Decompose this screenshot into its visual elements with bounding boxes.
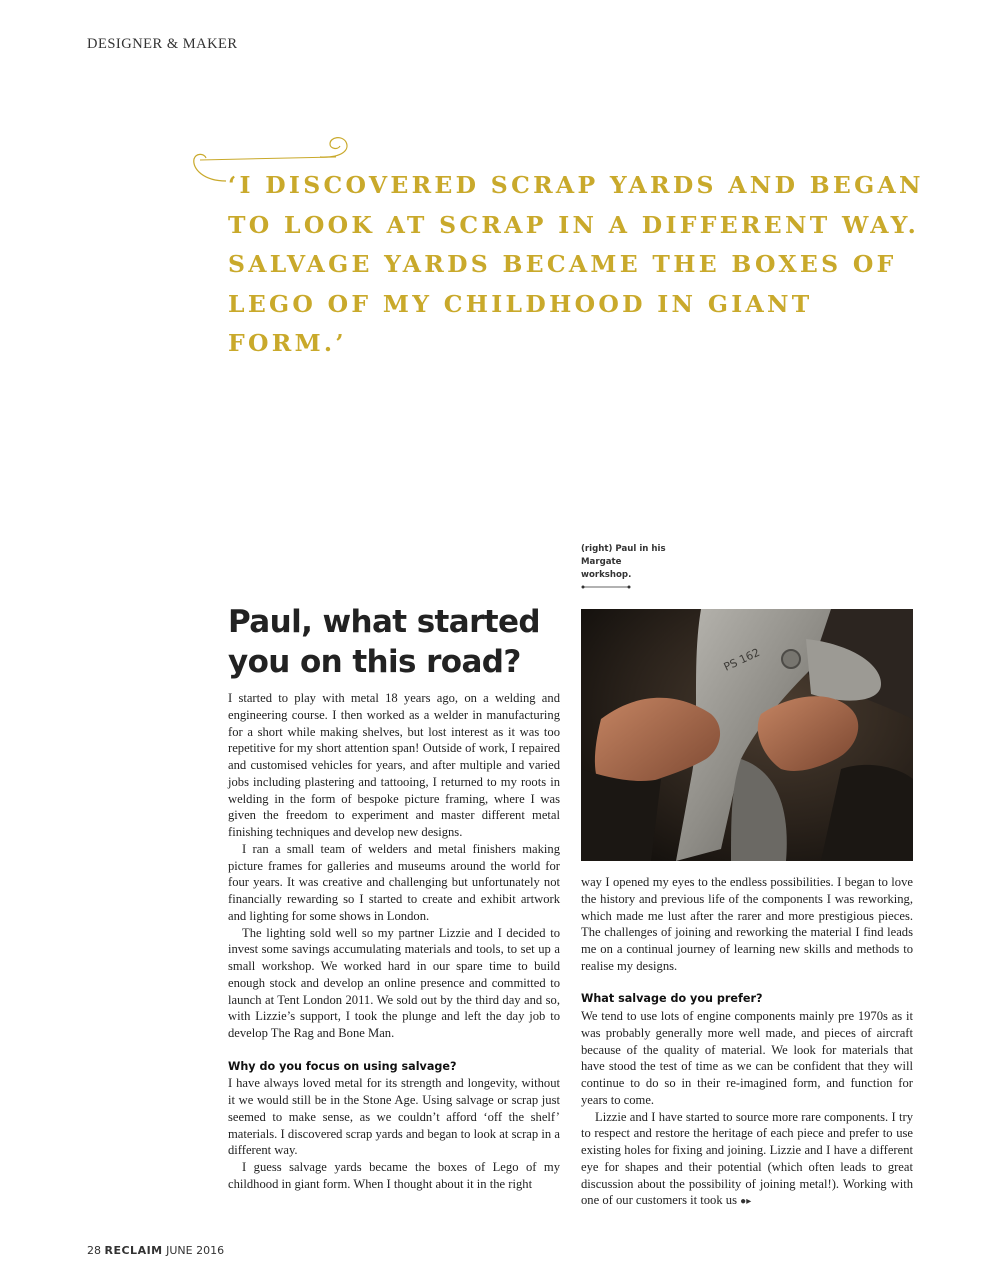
article-heading: Paul, what started you on this road? <box>228 604 541 680</box>
body-text: Lizzie and I have started to source more rare components. I try to respect and restore the heritage of each piece and prefer to use existing holes for fixing and joining. Lizzie and I have a different eye for shapes and their potential (which often leads to great discussion about the possibility of joining metal!). Working with one of our customers it took us <box>581 1109 913 1208</box>
body-paragraph: We tend to use lots of engine components mainly pre 1970s as it was probably generally more well made, and pieces of aircraft because of the quality of material. We look for materials that have stood the test of time as we can be confident that they will continue to do so in their re-imagined form, and function for years to come. <box>581 1009 913 1107</box>
body-paragraph <box>581 1109 913 1212</box>
body-paragraph: I started to play with metal 18 years ago, on a welding and engineering course. I then worked as a welder in manufacturing for a short while making shelves, but lost interest as it was too repetitive for my short attention span! Outside of work, I repaired and customised vehicles for years, and after multiple and varied jobs including plastering and tattooing, I returned to my roots in welding in the form of bespoke picture framing, where I was given the freedom to experiment and master different metal finishing techniques and develop new designs. <box>228 691 560 839</box>
photo-caption: (right) Paul in his Margate workshop. <box>581 544 666 580</box>
magazine-name: RECLAIM <box>104 1244 163 1257</box>
right-column <box>581 874 913 1211</box>
page-footer <box>87 1244 224 1257</box>
continue-arrow-icon: ●▸ <box>740 1196 752 1208</box>
body-paragraph: The lighting sold well so my partner Lizzie and I decided to invest some savings accumulating materials and tools, to set up a small workshop. We worked hard in our spare time to build enough stock and develop an online presence and committed to launch at Tent London 2011. We sold out by the third day and so, with Lizzie’s support, I took the plunge and left the day job to develop The Rag and Bone Man. <box>228 925 560 1040</box>
workshop-photo <box>581 609 913 861</box>
section-label: DESIGNER & MAKER <box>87 36 238 52</box>
photo-stamp-text: PS 162 <box>721 645 762 674</box>
pull-quote: ‘I DISCOVERED SCRAP YARDS AND BEGAN TO LOOK AT SCRAP IN A DIFFERENT WAY. SALVAGE YARDS BECAME THE BOXES OF LEGO OF MY CHILDHOOD IN GIANT FORM.’ <box>228 171 924 357</box>
left-column <box>228 690 560 1193</box>
body-paragraph: I have always loved metal for its strength and longevity, without it we would still be in the Stone Age. Using salvage or scrap just seemed to make sense, as we couldn’t afford ‘off the shelf’ materials. I discovered scrap yards and began to look at scrap in a different way. <box>228 1076 560 1158</box>
body-paragraph: way I opened my eyes to the endless possibilities. I began to love the history and previous life of the components I was reworking, which made me lust after the rarer and more prestigious pieces. The challenges of joining and reworking the material I find leads me on a continual journey of learning new skills and methods to realise my designs. <box>581 875 913 973</box>
body-paragraph: I ran a small team of welders and metal finishers making picture frames for galleries and museums around the world for four years. It was creative and challenging but unfortunately not financially rewarding so I started to create and exhibit artwork and lighting for some shows in London. <box>228 841 560 923</box>
page-number: 28 <box>87 1244 101 1257</box>
body-paragraph: I guess salvage yards became the boxes of Lego of my childhood in giant form. When I thought about it in the right <box>228 1160 560 1191</box>
caption-rule-icon <box>581 584 631 590</box>
question-subheading: Why do you focus on using salvage? <box>228 1059 457 1073</box>
issue-date: JUNE 2016 <box>166 1244 225 1257</box>
question-subheading: What salvage do you prefer? <box>581 992 763 1006</box>
